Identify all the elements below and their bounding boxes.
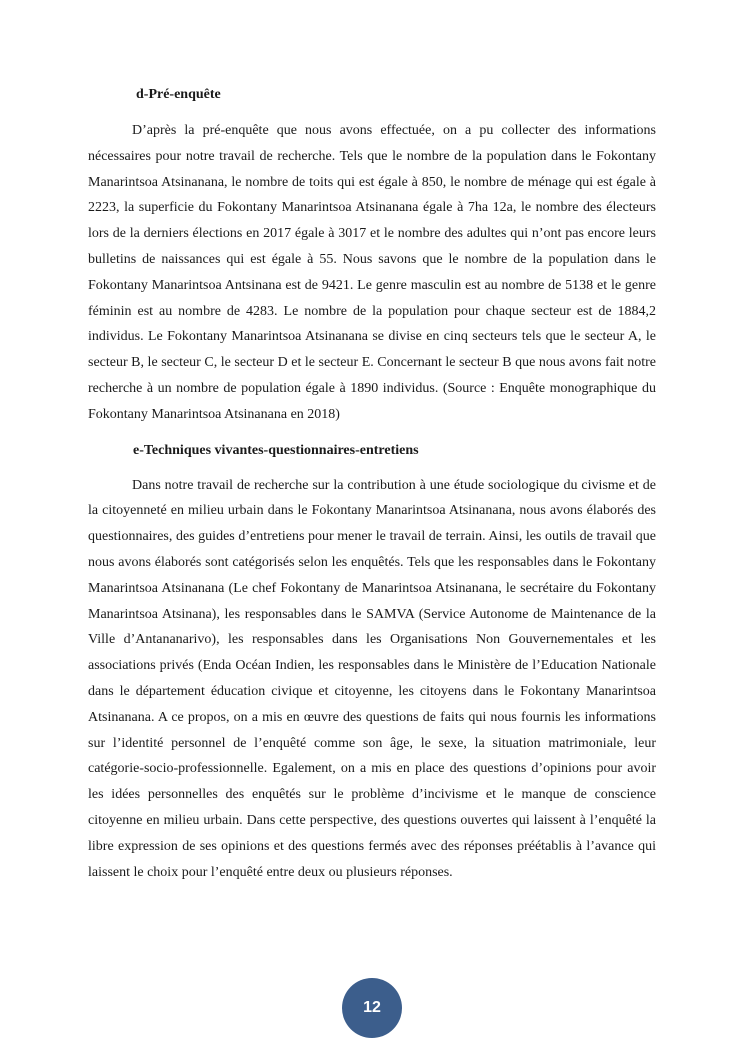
- section-paragraph-techniques: Dans notre travail de recherche sur la contribution à une étude sociologique du civisme et de la citoyenneté en milieu urbain dans le Fokontany Manarintsoa Atsinanana, nous avons élaborés des questionnaires, des guides d’entretiens pour mener le travail de terrain. Ainsi, les outils de travail que nous avons élaborés sont catégorisés selon les enquêtés. Tels que les responsables dans le Fokontany Manarintsoa Atsinanana (Le chef Fokontany de Manarintsoa Atsinanana, le secrétaire du Fokontany Manarintsoa Atsinana), les responsables dans le SAMVA (Service Autonome de Maintenance de la Ville d’Antananarivo), les responsables dans les Organisations Non Gouvernementales et les associations privés (Enda Océan Indien, les responsables dans le Ministère de l’Education Nationale dans le département éducation civique et citoyenne, les citoyens dans le Fokontany Manarintsoa Atsinanana. A ce propos, on a mis en œuvre des questions de faits qui nous fournis les informations sur l’identité personnel de l’enquêté comme son âge, le sexe, la situation matrimoniale, leur catégorie-socio-professionnelle. Egalement, on a mis en place des questions d’opinions pour avoir les idées personnelles des enquêtés sur le problème d’incivisme et le manque de conscience citoyenne en milieu urbain. Dans cette perspective, des questions ouvertes qui laissent à l’enquêté la libre expression de ses opinions et des questions fermés avec des réponses préétablis à l’avance qui laissent le choix pour l’enquêté entre deux ou plusieurs réponses.: [88, 477, 656, 880]
- document-page: [88, 82, 656, 885]
- section-heading-pre-enquete: d-Pré-enquête: [136, 87, 221, 102]
- section-heading-techniques: e-Techniques vivantes-questionnaires-entretiens: [133, 442, 419, 458]
- section-paragraph-pre-enquete: D’après la pré-enquête que nous avons effectuée, on a pu collecter des informations nécessaires pour notre travail de recherche. Tels que le nombre de la population dans le Fokontany Manarintsoa Atsinanana, le nombre de toits qui est égale à 850, le nombre de ménage qui est égale à 2223, la superficie du Fokontany Manarintsoa Atsinanana égale à 7ha 12a, le nombre des électeurs lors de la derniers élections en 2017 égale à 3017 et le nombre des adultes qui n’ont pas encore leurs bulletins de naissances qui est égale à 55. Nous savons que le nombre de la population dans le Fokontany Manarintsoa Antsinana est de 9421. Le genre masculin est au nombre de 5138 et le genre féminin est au nombre de 4283. Le nombre de la population pour chaque secteur est de 1884,2 individus. Le Fokontany Manarintsoa Atsinanana se divise en cinq secteurs tels que le secteur A, le secteur B, le secteur C, le secteur D et le secteur E. Concernant le secteur B que nous avons fait notre recherche à un nombre de population égale à 1890 individus. (Source : Enquête monographique du Fokontany Manarintsoa Atsinanana en 2018): [88, 123, 656, 422]
- page-number-badge: 12: [342, 978, 402, 1038]
